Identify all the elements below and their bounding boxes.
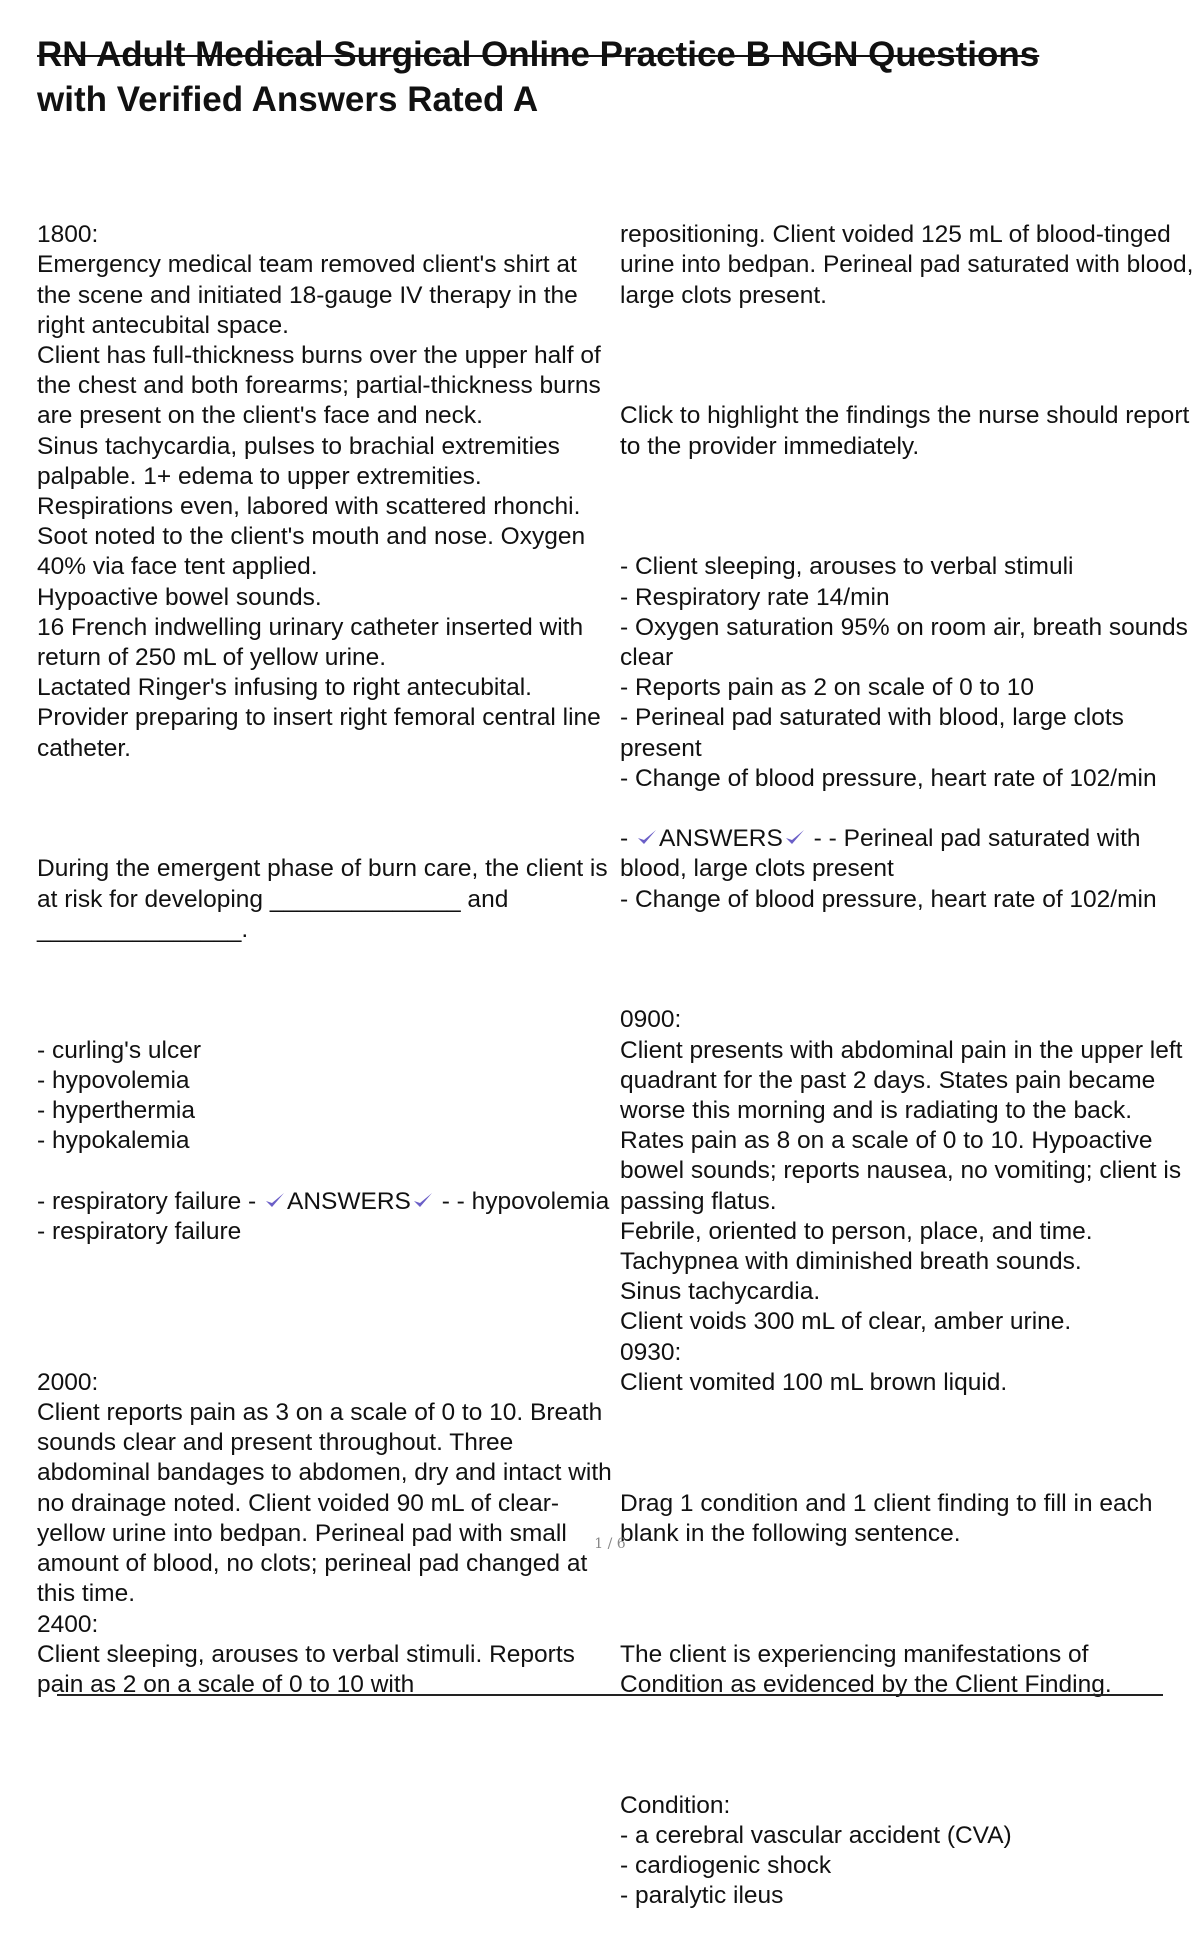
highlight-answer — [620, 824, 1195, 915]
footer-divider — [57, 1694, 1163, 1696]
answer-text: - - hypovolemia - respiratory failure — [37, 1187, 610, 1245]
highlight-findings: - Client sleeping, arouses to verbal stimuli - Respiratory rate 14/min - Oxygen saturation 95% on room air, breath sounds clear - Reports pain as 2 on scale of 0 to 10 - Perineal pad saturated with blood, large clots present - Change of blood pressure, heart rate of 102/min — [620, 553, 1188, 792]
case-2000-notes: 2000: Client reports pain as 3 on a scale of 0 to 10. Breath sounds clear and present throughout. Three abdominal bandages to abdomen, dry and intact with no drainage noted. Client voided 90 mL of clear-yellow urine into bedpan. Perineal pad with small amount of blood, no clots; perineal pad changed at this time. 2400: Client sleeping, arouses to verbal stimuli. Reports pain as 2 on a scale of 0 to 10 with — [37, 1368, 612, 1698]
page-number: 1 / 6 — [594, 1536, 626, 1552]
condition-options: Condition: - a cerebral vascular accident (CVA) - cardiogenic shock - paralytic ileus — [620, 1791, 1012, 1910]
case-1800-notes: 1800: Emergency medical team removed client's shirt at the scene and initiated 18-gauge IV therapy in the right antecubital space. Client has full-thickness burns over the upper half of the chest and both forearms; partial-thickness burns are present on the client's face and neck. Sinus tachycardia, pulses to brachial extremities palpable. 1+ edema to upper extremities. Respirations even, labored with scattered rhonchi. Soot noted to the client's mouth and nose. Oxygen 40% via face tent applied. Hypoactive bowel sounds. 16 French indwelling urinary catheter inserted with return of 250 mL of yellow urine. Lactated Ringer's infusing to right antecubital. Provider preparing to insert right femoral central line catheter. — [37, 221, 601, 762]
answer-label: ANSWERS — [287, 1187, 411, 1215]
check-icon — [263, 1188, 287, 1212]
drag-prompt: Drag 1 condition and 1 client finding to fill in each blank in the following sentence. — [620, 1489, 1153, 1547]
title-line-2: with Verified Answers Rated A — [37, 80, 539, 119]
case-0900-notes: 0900: Client presents with abdominal pain in the upper left quadrant for the past 2 days. States pain became worse this morning and is radiating to the back. Rates pain as 8 on a scale of 0 to 10. Hypoactive bowel sounds; reports nausea, no vomiting; client is passing flatus. Febrile, oriented to person, place, and time. Tachypnea with diminished breath sounds. Sinus tachycardia. Client voids 300 mL of clear, amber urine. 0930: Client vomited 100 mL brown liquid. — [620, 1006, 1183, 1396]
highlight-prompt: Click to highlight the findings the nurse should report to the provider immediately. — [620, 402, 1190, 460]
drag-sentence: The client is experiencing manifestations of Condition as evidenced by the Client Finding. — [620, 1640, 1112, 1698]
left-column — [37, 190, 612, 1730]
check-icon — [411, 1188, 435, 1212]
answer-label: ANSWERS — [658, 825, 783, 853]
check-icon — [635, 825, 659, 849]
answer-prefix: - — [620, 825, 635, 853]
title-line-1: RN Adult Medical Surgical Online Practice B NGN Questions — [37, 35, 1040, 74]
check-icon — [783, 825, 807, 849]
right-column — [620, 190, 1195, 1942]
burn-risk-options: - curling's ulcer - hypovolemia - hyperthermia - hypokalemia — [37, 1036, 201, 1155]
case-2400-continued: repositioning. Client voided 125 mL of blood-tinged urine into bedpan. Perineal pad saturated with blood, large clots present. — [620, 221, 1194, 309]
document-title — [37, 32, 1167, 122]
burn-risk-answer — [37, 1187, 612, 1247]
answer-prefix: - respiratory failure - — [37, 1187, 264, 1215]
answer-text: - - Perineal pad saturated with blood, large clots present - Change of blood pressure, heart rate of 102/min — [620, 825, 1157, 913]
burn-risk-question: During the emergent phase of burn care, the client is at risk for developing ______________ and _______________. — [37, 855, 608, 943]
